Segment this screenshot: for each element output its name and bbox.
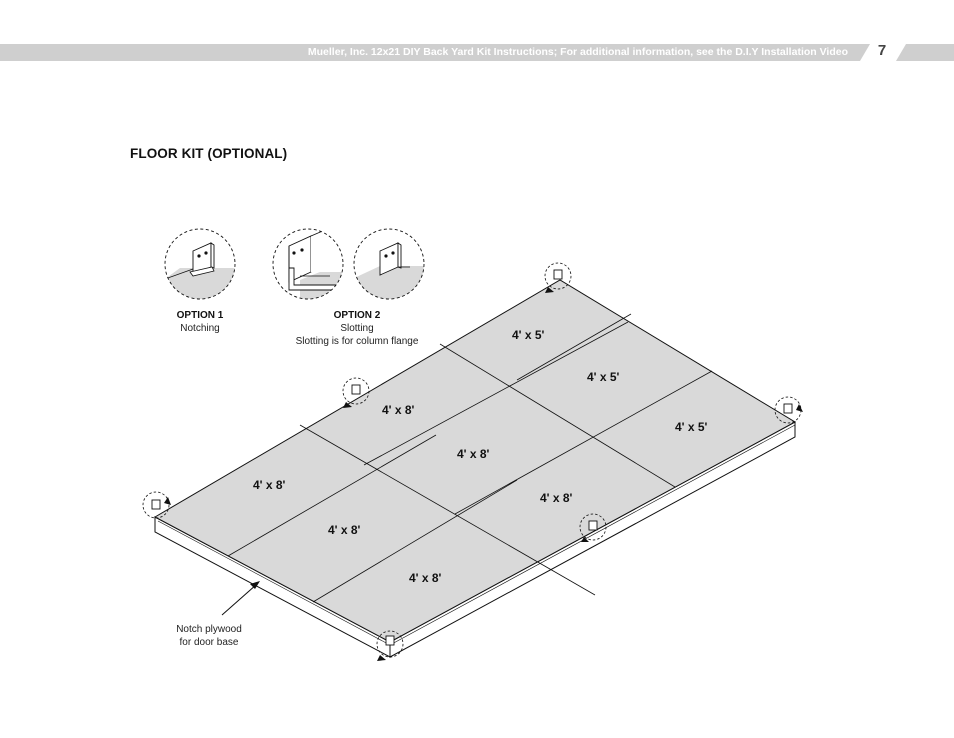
- option-captions: [177, 310, 419, 347]
- option2-caption: Slotting: [340, 323, 374, 334]
- floor-platform: [155, 280, 795, 657]
- panel-label: 4' x 5': [587, 370, 620, 384]
- panel-label: 4' x 5': [512, 328, 545, 342]
- option2-detail-a: [273, 229, 350, 300]
- panel-label: 4' x 8': [409, 571, 442, 585]
- panel-label: 4' x 8': [328, 523, 361, 537]
- floor-top-surface: [155, 280, 795, 642]
- panel-label: 4' x 5': [675, 420, 708, 434]
- option1-caption: Notching: [180, 323, 220, 334]
- panel-label: 4' x 8': [540, 491, 573, 505]
- panel-label: 4' x 8': [457, 447, 490, 461]
- callout-leader: [222, 584, 257, 615]
- option2-detail-b: [350, 229, 430, 310]
- option1-title: OPTION 1: [176, 310, 224, 321]
- panel-label: 4' x 8': [382, 403, 415, 417]
- page-number: 7: [877, 42, 887, 59]
- panel-label: 4' x 8': [253, 478, 286, 492]
- header-title: Mueller, Inc. 12x21 DIY Back Yard Kit Instructions; For additional information, see the D.I.Y Installation Video: [307, 46, 848, 58]
- option2-title: OPTION 2: [333, 310, 381, 321]
- option1-detail: [150, 229, 260, 310]
- option2-note: Slotting is for column flange: [295, 336, 419, 347]
- notch-callout: [176, 581, 260, 648]
- callout-line1: Notch plywood: [176, 624, 242, 635]
- callout-line2: for door base: [179, 637, 239, 648]
- section-title: FLOOR KIT (OPTIONAL): [130, 146, 288, 161]
